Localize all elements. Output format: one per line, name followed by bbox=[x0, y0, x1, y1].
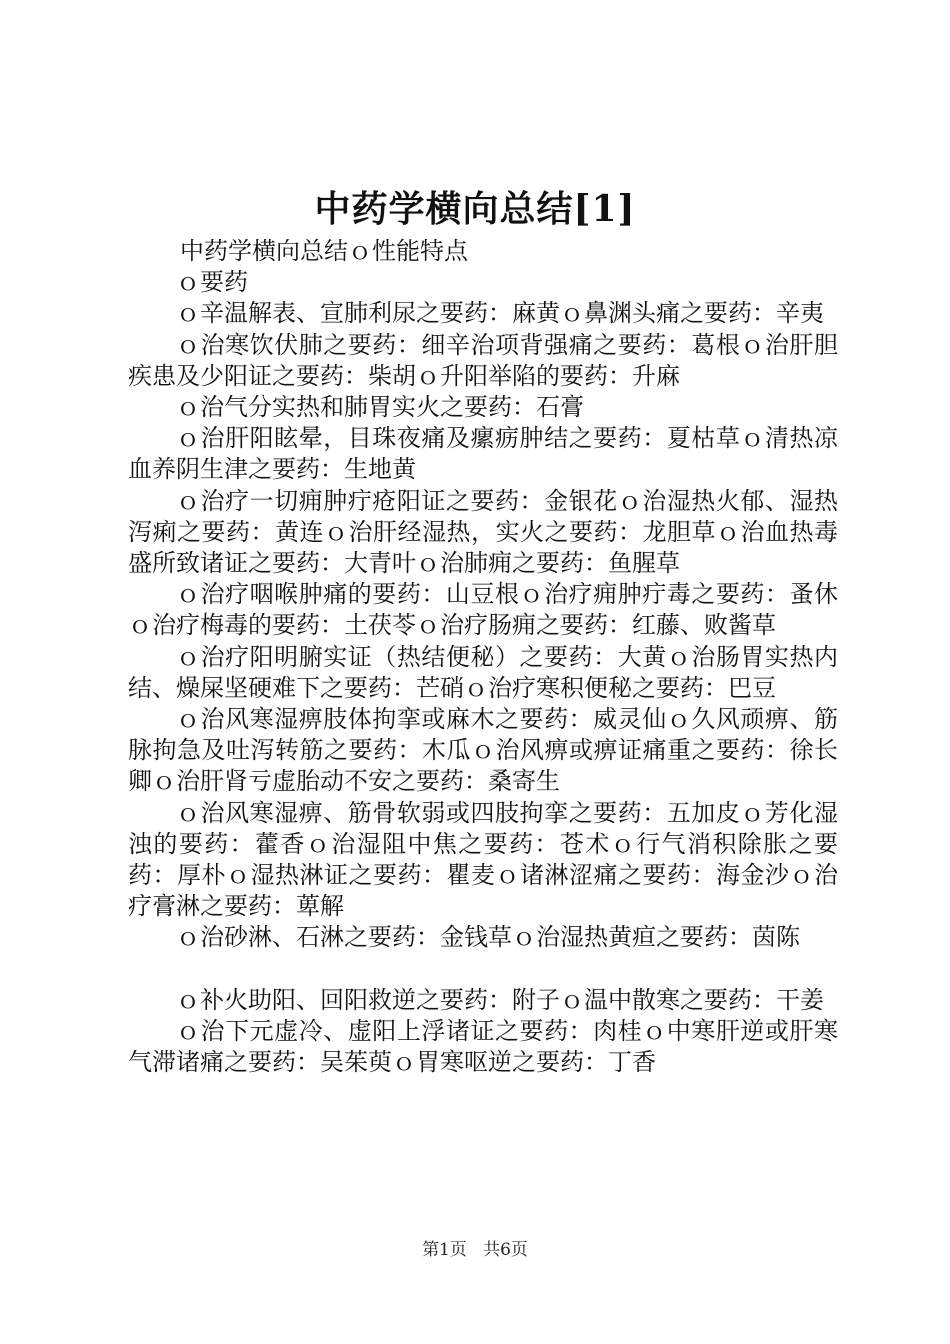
paragraph-heading: ｏ要药 bbox=[176, 268, 248, 297]
paragraph: ｏ治疗咽喉肿痛的要药：山豆根ｏ治疗痈肿疔毒之要药：蚤休ｏ治疗梅毒的要药：土茯苓ｏ治疗肠痈之要药：红藤、败酱草 bbox=[128, 580, 838, 640]
blank-line bbox=[128, 954, 838, 985]
page-total: 共6页 bbox=[483, 1240, 528, 1260]
paragraph: ｏ补火助阳、回阳救逆之要药：附子ｏ温中散寒之要药：干姜 bbox=[176, 985, 824, 1014]
paragraph: ｏ治砂淋、石淋之要药：金钱草ｏ治湿热黄疸之要药：茵陈 bbox=[176, 923, 800, 952]
paragraph: ｏ治肝阳眩晕，目珠夜痛及瘰疬肿结之要药：夏枯草ｏ清热凉血养阴生津之要药：生地黄 bbox=[128, 424, 838, 484]
document-body bbox=[128, 236, 838, 1078]
document-title: 中药学横向总结[1] bbox=[314, 188, 636, 230]
paragraph-intro: 中药学横向总结ｏ性能特点 bbox=[180, 237, 468, 265]
paragraph: ｏ治疗一切痈肿疔疮阳证之要药：金银花ｏ治湿热火郁、湿热泻痢之要药：黄连ｏ治肝经湿热，实火之要药：龙胆草ｏ治血热毒盛所致诸证之要药：大青叶ｏ治肺痈之要药：鱼腥草 bbox=[128, 486, 838, 578]
paragraph: ｏ治疗阳明腑实证（热结便秘）之要药：大黄ｏ治肠胃实热内结、燥屎坚硬难下之要药：芒硝ｏ治疗寒积便秘之要药：巴豆 bbox=[128, 642, 838, 702]
paragraph: ｏ治下元虚冷、虚阳上浮诸证之要药：肉桂ｏ中寒肝逆或肝寒气滞诸痛之要药：吴茱萸ｏ胃寒呕逆之要药：丁香 bbox=[128, 1016, 838, 1077]
paragraph: ｏ辛温解表、宣肺利尿之要药：麻黄ｏ鼻渊头痛之要药：辛夷 bbox=[176, 299, 824, 328]
page-number: 第1页 bbox=[422, 1240, 467, 1260]
footer-separator bbox=[472, 1240, 477, 1260]
paragraph: ｏ治气分实热和肺胃实火之要药：石膏 bbox=[176, 393, 584, 422]
paragraph: ｏ治风寒湿痹、筋骨软弱或四肢拘挛之要药：五加皮ｏ芳化湿浊的要药：藿香ｏ治湿阻中焦之要药：苍术ｏ行气消积除胀之要药：厚朴ｏ湿热淋证之要药：瞿麦ｏ诸淋涩痛之要药：海金沙ｏ治疗膏淋之要药：萆解 bbox=[128, 798, 838, 921]
paragraph: ｏ治寒饮伏肺之要药：细辛治项背强痛之要药：葛根ｏ治肝胆疾患及少阳证之要药：柴胡ｏ升阳举陷的要药：升麻 bbox=[128, 330, 838, 390]
paragraph: ｏ治风寒湿痹肢体拘挛或麻木之要药：威灵仙ｏ久风顽痹、筋脉拘急及吐泻转筋之要药：木瓜ｏ治风痹或痹证痛重之要药：徐长卿ｏ治肝肾亏虚胎动不安之要药：桑寄生 bbox=[128, 705, 838, 796]
page-footer bbox=[0, 1238, 950, 1262]
